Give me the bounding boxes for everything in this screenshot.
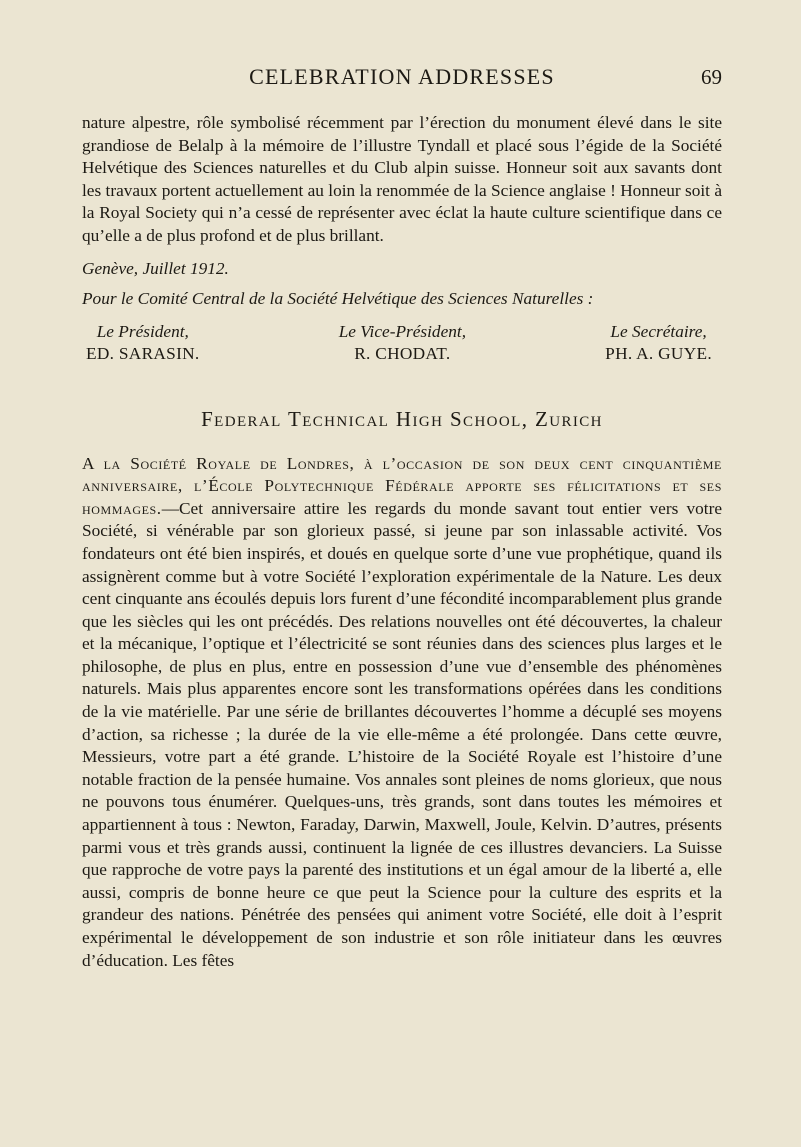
running-title: CELEBRATION ADDRESSES — [249, 64, 555, 89]
signatory-role: Le Secrétaire, — [610, 321, 707, 341]
signatory-vice-president — [339, 321, 466, 366]
signatory-role: Le Vice-Président, — [338, 321, 467, 341]
continuation-paragraph: nature alpestre, rôle symbolisé récemment par l’érection du monument élevé dans le site grandiose de Belalp à la mémoire de l’illustre Tyndall et placé sous l’égide de la Société Helvétique des Sciences naturelles et du Club alpin suisse. Honneur soit aux savants dont les travaux portent actuellement au loin la renommée de la Science anglaise ! Honneur soit à la Royal Society qui n’a cessé de représenter avec éclat la haute culture scientifique dans ce qu’elle a de plus profond et de plus brillant. — [82, 113, 722, 245]
running-head — [82, 64, 722, 94]
committee-line: Pour le Comité Central de la Société Helvétique des Sciences Naturelles : — [82, 289, 594, 309]
signatory-name: PH. A. GUYE. — [605, 344, 712, 364]
signature-block — [82, 321, 722, 366]
page-body — [82, 112, 722, 972]
dateline: Genève, Juillet 1912. — [82, 258, 229, 278]
address-opening: A la Société Royale de Londres, à l’occasion de son deux cent cinquantième anniversaire, l’École Polytechnique Fédérale apporte ses félicitations et ses hommages. — [82, 453, 722, 518]
address-paragraph — [82, 453, 722, 973]
signatory-president — [86, 321, 200, 366]
signatory-name: R. CHODAT. — [354, 344, 451, 364]
signatory-name: ED. SARASIN. — [86, 344, 200, 364]
page-number: 69 — [701, 65, 722, 89]
signatory-role: Le Président, — [96, 321, 189, 341]
section-heading: Federal Technical High School, Zurich — [201, 406, 603, 431]
address-body: —Cet anniversaire attire les regards du monde savant tout entier vers votre Société, si vénérable par son glorieux passé, si jeune par son inlassable activité. Vos fondateurs ont été bien inspirés, et doués en quelque sorte d’une vue prophétique, quand ils assignèrent comme but à votre Société l’exploration expérimentale de la Nature. Les deux cent cinquante ans écoulés depuis lors furent d’une fécondité incomparablement plus grande que les siècles qui les ont précédés. Des relations nouvelles ont été découvertes, la chaleur et la mécanique, l’optique et l’électricité se sont réunies dans des sciences plus larges et le philosophe, de plus en plus, entre en possession d’une vue d’ensemble des phénomènes naturels. Mais plus apparentes encore sont les transformations opérées dans les conditions de la vie matérielle. Par une série de brillantes découvertes l’homme a décuplé ses moyens d’action, sa richesse ; la durée de la vie elle-même a été prolongée. Dans cette œuvre, Messieurs, votre part a été grande. L’histoire de la Société Royale est l’histoire d’une notable fraction de la pensée humaine. Vos annales sont pleines de noms glorieux, que nous ne pouvons tous énumérer. Quelques-uns, très grands, sont dans toutes les mémoires et appartiennent à tous : Newton, Faraday, Darwin, Maxwell, Joule, Kelvin. D’autres, présents parmi vous et très grands aussi, continuent la lignée de ces illustres devanciers. La Suisse que rapproche de votre pays la parenté des institutions et un égal amour de la liberté a, elle aussi, compris de bonne heure ce que peut la Science pour la culture des esprits et la grandeur des nations. Pénétrée des pensées qui animent votre Société, elle doit à l’esprit expérimental le développement de son industrie et son rôle initiateur dans les œuvres d’éducation. Les fêtes — [82, 498, 722, 970]
signatory-secretary — [605, 321, 712, 366]
